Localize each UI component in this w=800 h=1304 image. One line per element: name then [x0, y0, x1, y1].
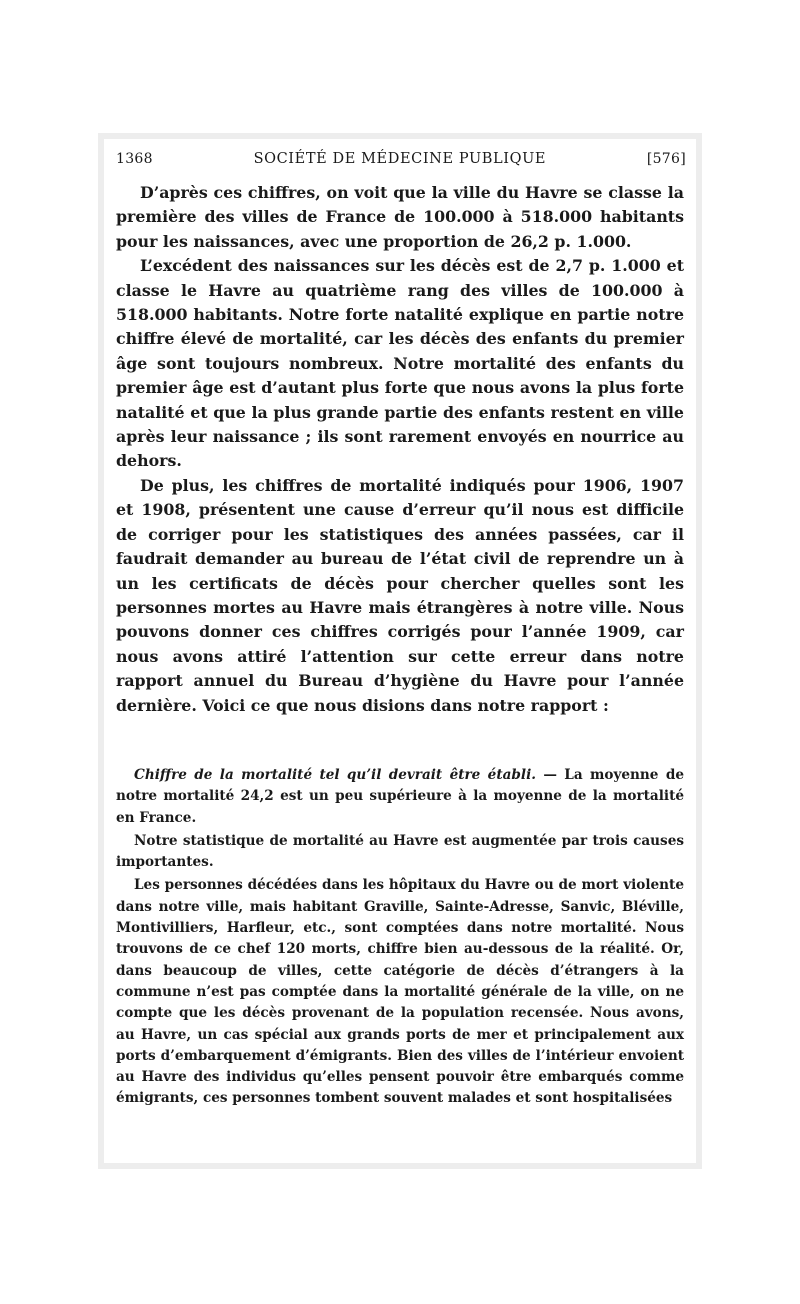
running-header [116, 151, 686, 173]
quote-lead-rest: — La moyenne de notre mortalité 24,2 est un peu supérieure à la moyenne de la mortalité en France. [116, 767, 684, 826]
page-number: 1368 [116, 151, 153, 167]
main-text [116, 181, 684, 718]
paragraph-birth-excess: L’excédent des naissances sur les décès est de 2,7 p. 1.000 et classe le Havre au quatrième rang des villes de 100.000 à 518.000 habitants. Notre forte natalité explique en partie notre chiffre élevé de mortalité, car les décès des enfants du premier âge sont toujours nombreux. Notre mortalité des enfants du premier âge est d’autant plus forte que nous avons la plus forte natalité et que la plus grande partie des enfants restent en ville après leur naissance ; ils sont rarement envoyés en nourrice au dehors. [116, 256, 684, 471]
bracket-page-number: [576] [646, 151, 686, 167]
quoted-report [116, 765, 684, 1112]
book-page [104, 139, 696, 1163]
paragraph-births-ranking: D’après ces chiffres, on voit que la ville du Havre se classe la première des villes de France de 100.000 à 518.000 habitants pour les naissances, avec une proportion de 26,2 p. 1.000. [116, 183, 684, 251]
paragraph-statistics-error: De plus, les chiffres de mortalité indiqués pour 1906, 1907 et 1908, présentent une cause d’erreur qu’il nous est difficile de corriger pour les statistiques des années passées, car il faudrait demander au bureau de l’état civil de reprendre un à un les certificats de décès pour chercher quelles sont les personnes mortes au Havre mais étrangères à notre ville. Nous pouvons donner ces chiffres corrigés pour l’année 1909, car nous avons attiré l’attention sur cette erreur dans notre rapport annuel du Bureau d’hygiène du Havre pour l’année dernière. Voici ce que nous disions dans notre rapport : [116, 475, 684, 715]
quote-lead-paragraph [116, 765, 684, 829]
quote-paragraph-hospitals: Les personnes décédées dans les hôpitaux du Havre ou de mort violente dans notre ville, mais habitant Graville, Sainte-Adresse, Sanvic, Bléville, Montivilliers, Harfleur, etc., sont comptées dans notre mortalité. Nous trouvons de ce chef 120 morts, chiffre bien au-dessous de la réalité. Or, dans beaucoup de villes, cette catégorie de décès d’étrangers à la commune n’est pas comptée dans la mortalité générale de la ville, on ne compte que les décès provenant de la population recensée. Nous avons, au Havre, un cas spécial aux grands ports de mer et principalement aux ports d’embarquement d’émigrants. Bien des villes de l’intérieur envoient au Havre des individus qu’elles pensent pouvoir être embarqués comme émigrants, ces personnes tombent souvent malades et sont hospitalisées [116, 877, 684, 1107]
quote-paragraph-causes: Notre statistique de mortalité au Havre est augmentée par trois causes importantes. [116, 832, 684, 871]
running-title: SOCIÉTÉ DE MÉDECINE PUBLIQUE [253, 151, 547, 167]
quote-lead-title: Chiffre de la mortalité tel qu’il devrait être établi. [134, 767, 536, 783]
